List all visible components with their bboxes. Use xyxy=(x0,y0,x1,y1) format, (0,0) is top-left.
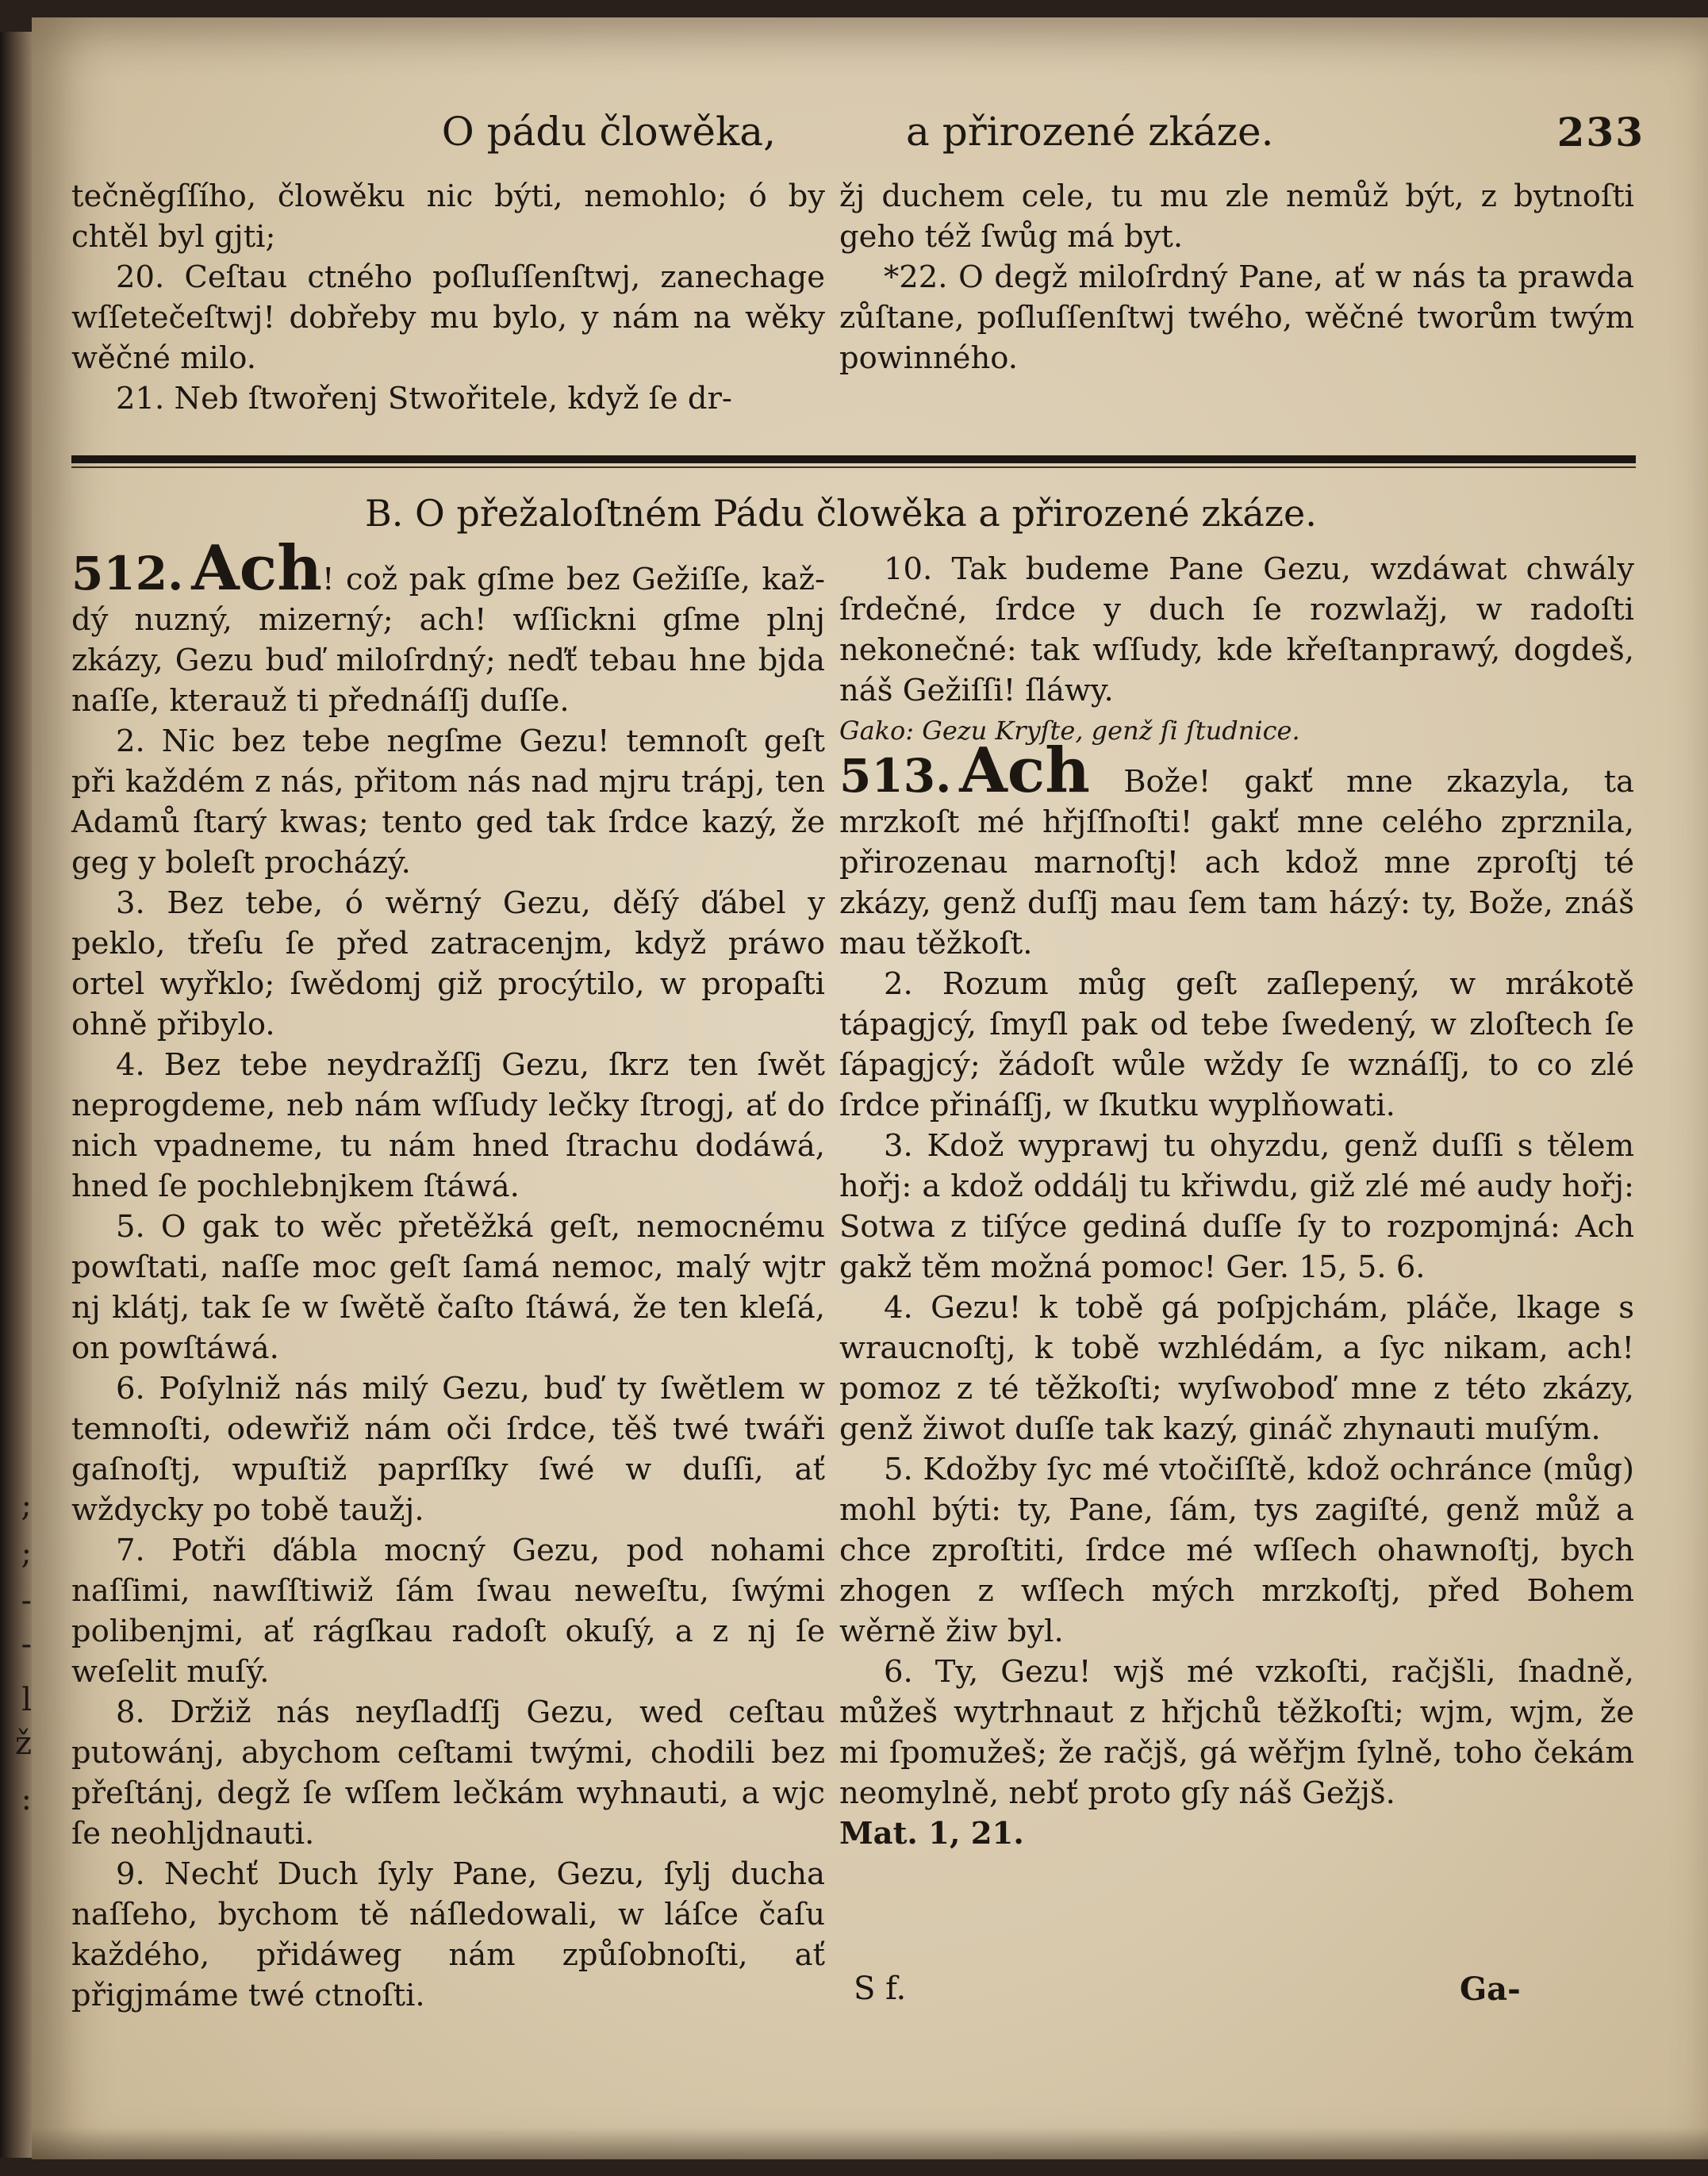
edge-mark: : xyxy=(21,1781,32,1817)
edge-mark: ; xyxy=(21,1487,32,1524)
edge-mark: ž xyxy=(14,1725,32,1762)
verse: 4. Bez tebe neydražſſj Gezu, ſkrz ten ſwět neprogdeme, neb nám wſſudy lečky ſtrogj, ať do nich vpadneme, tu nám hned ſtrachu dodáwá, hned ſe pochlebnjkem ſtáwá. xyxy=(71,1047,825,1204)
page-shadow xyxy=(32,2128,1708,2159)
book-page xyxy=(32,17,1708,2159)
verse: 5. Kdožby ſyc mé vtočiſſtě, kdož ochránce (můg) mohl býti: ty, Pane, ſám, tys zagiſté, genž můž a chce zproſtiti, ſrdce mé wſſech ohawnoſtj, bych zhogen z wſſech mých mrzkoſtj, před Bohem wěrně žiw byl. xyxy=(839,1452,1634,1649)
hymn-513-column xyxy=(839,549,1634,1854)
signature-mark: S f. xyxy=(854,1971,907,2007)
catchword: Ga- xyxy=(1460,1971,1521,2008)
edge-mark: - xyxy=(21,1626,32,1663)
verse: 2. Nic bez tebe negſme Gezu! temnoſt geſt při každém z nás, přitom nás nad mjru trápj, ten Adamů ſtarý kwas; tento ged tak ſrdce kazý, že geg y boleſt procházý. xyxy=(71,723,825,881)
verse-text: Bože! gakť mne zkazyla, ta mrzkoſt mé hřjſſnoſti! gakť mne celého zprznila, přirozenau marnoſtj! ach kdož mne zproſtj té zkázy, genž duſſj mau ſem tam házý: ty, Bože, znáš mau těžkoſt. xyxy=(839,764,1634,961)
top-right-column xyxy=(839,176,1634,378)
verse: 4. Gezu! k tobě gá poſpjchám, pláče, lkage s wraucnoſtj, k tobě wzhlédám, a ſyc nikam, ach! pomoz z té těžkoſti; wyſwoboď mne z této zkázy, genž žiwot duſſe tak kazý, gináč zhynauti muſým. xyxy=(839,1290,1634,1447)
verse: 3. Kdož wyprawj tu ohyzdu, genž duſſi s tělem hořj: a kdož oddálj tu křiwdu, giž zlé mé audy hořj: Sotwa z tiſýce gediná duſſe ſy to rozpomjná: Ach gakž těm možná pomoc! Ger. 15, 5. 6. xyxy=(839,1128,1634,1285)
hymn-number: 513. xyxy=(839,749,952,803)
verse: 3. Bez tebe, ó wěrný Gezu, děſý ďábel y peklo, třeſu ſe před zatracenjm, když práwo ortel wyřklo; ſwědomj giž procýtilo, w propaſti ohně přibylo. xyxy=(71,885,825,1042)
paragraph: 20. Ceſtau ctného poſluſſenſtwj, zanechage wſſetečeſtwj! dobřeby mu bylo, y nám na wěky wěčné milo. xyxy=(71,259,825,376)
drop-cap: Ach xyxy=(191,532,322,604)
scripture-reference: Mat. 1, 21. xyxy=(839,1816,1024,1852)
hymn-first-verse xyxy=(839,735,1634,964)
header-right: a přirozené zkáze. xyxy=(906,109,1274,155)
verse-text: ! což pak gſme bez Gežiſſe, každý nuzný, mizerný; ach! wſſickni gſme plnj zkázy, Gezu buď miloſrdný; neďť tebau hne bjda naſſe, kterauž ti přednáſſj duſſe. xyxy=(71,562,825,719)
edge-mark: ; xyxy=(21,1535,32,1572)
hymn-first-verse xyxy=(71,532,825,721)
paragraph: tečněgſſího, člowěku nic býti, nemohlo; ó by chtěl byl gjti; xyxy=(71,178,825,255)
divider-rule xyxy=(71,455,1636,463)
verse: 6. Ty, Gezu! wjš mé vzkoſti, račjšli, ſnadně, můžeš wytrhnaut z hřjchů těžkoſti; wjm, wjm, že mi ſpomužeš; že račjš, gá wěřjm ſylně, toho čekám neomylně, nebť proto gſy náš Gežjš. xyxy=(839,1654,1634,1811)
page-number: 233 xyxy=(1556,109,1645,155)
hymn-512 xyxy=(71,532,825,2016)
edge-mark: - xyxy=(21,1583,32,1619)
drop-cap: Ach xyxy=(959,735,1090,807)
paragraph: 21. Neb ſtwořenj Stwořitele, když ſe dr- xyxy=(116,381,732,416)
running-header xyxy=(111,109,1645,180)
melody-note: Gako: Gezu Kryſte, genž ſi ſtudnice. xyxy=(839,716,1300,746)
page-edge xyxy=(0,32,32,2158)
hymn-number: 512. xyxy=(71,547,184,601)
top-left-column xyxy=(71,176,825,419)
verse: 2. Rozum můg geſt zaſlepený, w mrákotě tápagjcý, ſmyſl pak od tebe ſwedený, w zloſtech ſe ſápagjcý; žádoſt wůle wždy ſe wznáſſj, to co zlé ſrdce přináſſj, w ſkutku wyplňowati. xyxy=(839,966,1634,1123)
verse: 8. Držiž nás neyſladſſj Gezu, wed ceſtau putowánj, abychom ceſtami twými, chodili bez přeſtánj, degž ſe wſſem lečkám wyhnauti, a wjc ſe neohljdnauti. xyxy=(71,1694,825,1852)
verse: 9. Nechť Duch ſyly Pane, Gezu, ſylj ducha naſſeho, bychom tě náſledowali, w láſce čaſu každého, přidáweg nám způſobnoſti, ať přigjmáme twé ctnoſti. xyxy=(71,1856,825,2013)
paragraph: žj duchem cele, tu mu zle nemůž být, z bytnoſti geho též ſwůg má byt. xyxy=(839,178,1634,255)
verse: 5. O gak to wěc přetěžká geſt, nemocnému powſtati, naſſe moc geſt ſamá nemoc, malý wjtr nj klátj, tak ſe w ſwětě čaſto ſtáwá, že ten kleſá, on powſtáwá. xyxy=(71,1209,825,1366)
paragraph: *22. O degž miloſrdný Pane, ať w nás ta prawda zůſtane, poſluſſenſtwj twého, wěčné tworům twým powinného. xyxy=(839,259,1634,376)
header-left: O pádu člowěka, xyxy=(441,109,776,155)
divider-rule-thin xyxy=(71,466,1636,468)
verse: 7. Potři ďábla mocný Gezu, pod nohami naſſimi, nawſſtiwiž ſám ſwau neweſtu, ſwými polibenjmi, ať rágſkau radoſt okuſý, a z nj ſe weſelit muſý. xyxy=(71,1533,825,1690)
verse: 10. Tak budeme Pane Gezu, wzdáwat chwály ſrdečné, ſrdce y duch ſe rozwlažj, w radoſti nekonečné: tak wſſudy, kde křeſtanprawý, dogdeš, náš Gežiſſi! ſláwy. xyxy=(839,551,1634,708)
edge-mark: l xyxy=(21,1682,32,1718)
verse: 6. Poſylniž nás milý Gezu, buď ty ſwětlem w temnoſti, odewřiž nám oči ſrdce, těš twé twáři gaſnoſtj, wpuſtiž paprſſky ſwé w duſſi, ať wždycky po tobě taužj. xyxy=(71,1371,825,1528)
section-title: B. O přežaloſtném Pádu člowěka a přirozené zkáze. xyxy=(365,492,1317,535)
